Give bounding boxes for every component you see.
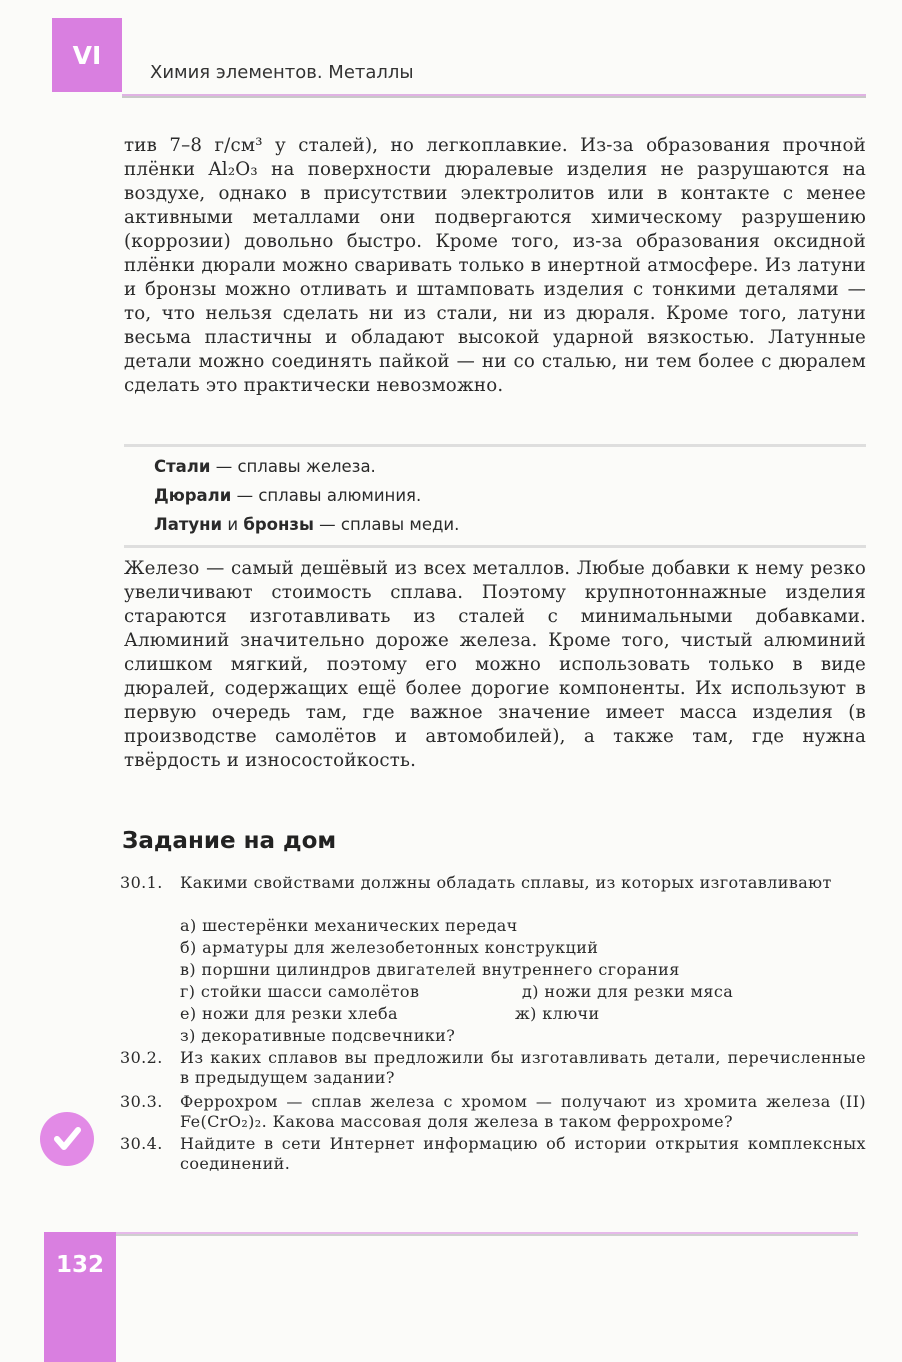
task-30-3 xyxy=(120,1092,866,1132)
task-option: з) декоративные подсвечники? xyxy=(180,1026,456,1045)
definition-text: — сплавы железа. xyxy=(210,457,376,476)
definition-duralumin xyxy=(154,486,421,505)
running-head: Химия элементов. Металлы xyxy=(150,62,414,83)
definition-term: Латуни xyxy=(154,515,223,534)
task-30-1 xyxy=(120,873,866,913)
task-option: в) поршни цилиндров двигателей внутреннего сгорания xyxy=(180,960,680,979)
task-option: ж) ключи xyxy=(515,1004,600,1023)
task-text: Какими свойствами должны обладать сплавы, из которых изготавливают xyxy=(180,873,832,892)
task-text: Феррохром — сплав железа с хромом — получают из хромита железа (II) Fe(CrO₂)₂. Какова массовая доля железа в таком феррохроме? xyxy=(180,1092,866,1131)
chapter-number: VI xyxy=(72,40,102,70)
task-number: 30.3. xyxy=(120,1092,163,1111)
intro-paragraph: тив 7–8 г/см³ у сталей), но легкоплавкие. Из-за образования прочной плёнки Al₂O₃ на поверхности дюралевые изделия не разрушаются на воздухе, однако в присутствии электролитов или в контакте с менее активными металлами они подвергаются химическому разрушению (коррозии) довольно быстро. Кроме того, из-за образования оксидной плёнки дюрали можно сваривать только в инертной атмосфере. Из латуни и бронзы можно отливать и штамповать изделия с тонкими деталями — то, что нельзя сделать ни из стали, ни из дюраля. Кроме того, латуни весьма пластичны и обладают высокой ударной вязкостью. Латунные детали можно соединять пайкой — ни со сталью, ни тем более с дюралем сделать это практически невозможно. xyxy=(124,135,866,396)
task-number: 30.1. xyxy=(120,873,163,892)
footer-divider xyxy=(116,1232,858,1236)
check-icon xyxy=(40,1112,94,1166)
definition-text: — сплавы меди. xyxy=(313,515,460,534)
definition-connector: и xyxy=(222,515,244,534)
definition-term: Дюрали xyxy=(154,486,232,505)
task-text: Из каких сплавов вы предложили бы изготавливать детали, перечисленные в предыдущем задании? xyxy=(180,1048,866,1087)
task-option: а) шестерёнки механических передач xyxy=(180,916,518,935)
task-option: б) арматуры для железобетонных конструкций xyxy=(180,938,599,957)
task-option: д) ножи для резки мяса xyxy=(522,982,734,1001)
task-option: е) ножи для резки хлеба xyxy=(180,1004,398,1023)
task-30-4 xyxy=(120,1134,866,1174)
chapter-tab xyxy=(52,18,122,92)
header-divider xyxy=(122,94,866,98)
task-option: г) стойки шасси самолётов xyxy=(180,982,420,1001)
second-paragraph: Железо — самый дешёвый из всех металлов. Любые добавки к нему резко увеличивают стоимость сплава. Поэтому крупнотоннажные изделия стараются изготавливать из сталей с минимальными добавками. Алюминий значительно дороже железа. Кроме того, чистый алюминий слишком мягкий, поэтому его можно использовать только в виде дюралей, содержащих ещё более дорогие компоненты. Их используют в первую очередь там, где важное значение имеет масса изделия (в производстве самолётов и автомобилей), а также там, где нужна твёрдость и износостойкость. xyxy=(124,558,866,771)
definitions-box xyxy=(124,444,866,548)
homework-title: Задание на дом xyxy=(122,828,337,854)
definition-term: бронзы xyxy=(243,515,314,534)
task-number: 30.4. xyxy=(120,1134,163,1153)
task-number: 30.2. xyxy=(120,1048,163,1067)
definition-steel xyxy=(154,457,376,476)
task-30-2 xyxy=(120,1048,866,1088)
task-text: Найдите в сети Интернет информацию об истории открытия комплексных соединений. xyxy=(180,1134,866,1173)
definition-text: — сплавы алюминия. xyxy=(231,486,422,505)
definition-term: Стали xyxy=(154,457,211,476)
definition-brass-bronze xyxy=(154,515,459,534)
page-number: 132 xyxy=(55,1252,104,1278)
